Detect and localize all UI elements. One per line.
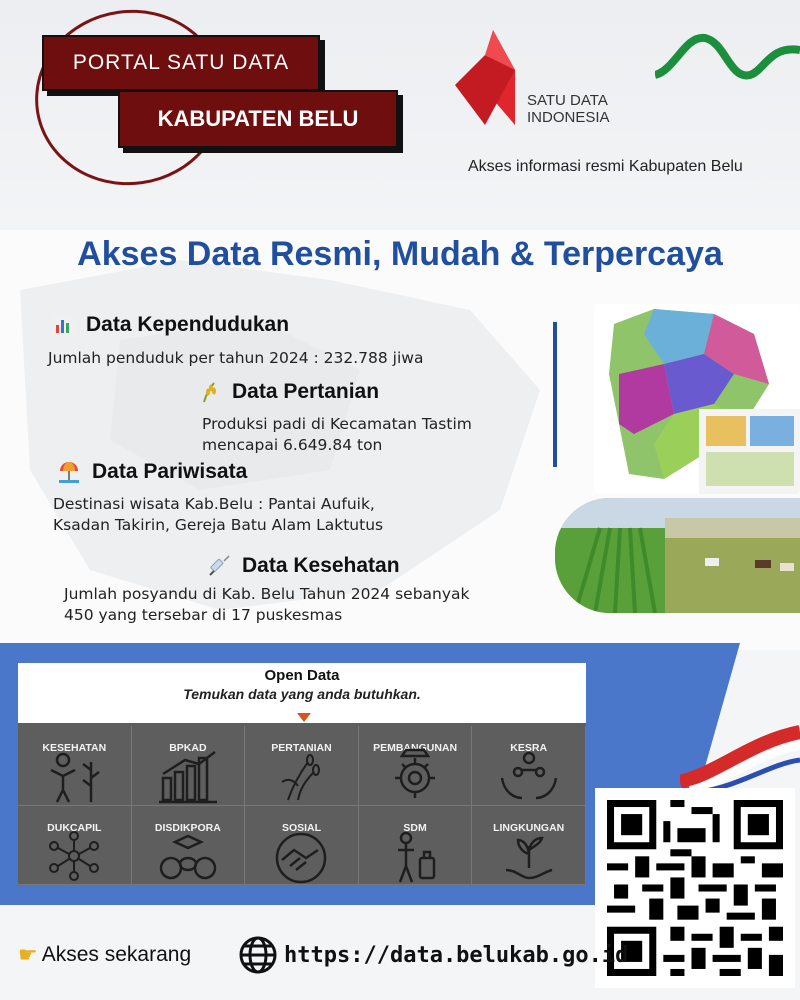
beach-umbrella-icon [58, 461, 80, 483]
map-illustration [594, 304, 800, 494]
section-pariwisata-text: Destinasi wisata Kab.Belu : Pantai Aufuik, Ksadan Takirin, Gereja Batu Alam Laktutus [53, 495, 384, 534]
landscape-illustration [555, 498, 800, 613]
construction-gear-icon [382, 748, 448, 804]
caret-down-icon [297, 713, 311, 722]
portal-title: PORTAL SATU DATA [72, 51, 290, 74]
divider-line [553, 322, 557, 467]
landscape-photo [555, 498, 800, 613]
ribbon-graphic [655, 30, 800, 90]
qr-code-image [607, 800, 783, 976]
section-pertanian-title: Data Pertanian [198, 380, 379, 404]
category-kesehatan[interactable]: KESEHATAN [18, 726, 132, 806]
finance-chart-icon [155, 748, 221, 804]
section-pariwisata-title: Data Pariwisata [58, 460, 247, 484]
category-bpkad[interactable]: BPKAD [132, 726, 246, 806]
worker-travel-icon [382, 828, 448, 884]
syringe-icon [208, 555, 230, 577]
satu-data-indonesia-logo [455, 30, 525, 125]
open-data-title: Open Data [264, 667, 340, 684]
plant-hand-icon [496, 828, 562, 884]
portal-title-box [42, 35, 320, 91]
handshake-icon [268, 828, 334, 884]
category-lingkungan[interactable]: LINGKUNGAN [472, 806, 586, 886]
satu-data-indonesia-wordmark: SATU DATA INDONESIA [527, 92, 610, 126]
section-kependudukan-title: Data Kependudukan [52, 313, 289, 337]
rice-plant-icon [268, 748, 334, 804]
belu-map-image [594, 304, 800, 494]
category-sosial[interactable]: SOSIAL [245, 806, 359, 886]
region-title: KABUPATEN BELU [157, 106, 359, 131]
pointing-hand-icon: ☛ [18, 942, 38, 967]
people-network-icon [41, 828, 107, 884]
section-pertanian-text: Produksi padi di Kecamatan Tastim mencapai 6.649.84 ton [202, 415, 472, 454]
section-kependudukan-text: Jumlah penduduk per tahun 2024 : 232.788 jiwa [48, 349, 424, 367]
region-title-box [118, 90, 398, 148]
people-tree-icon [41, 748, 107, 804]
category-disdikpora[interactable]: DISDIKPORA [132, 806, 246, 886]
access-now-cta [18, 942, 191, 968]
portal-link[interactable] [238, 935, 628, 975]
flag-swoosh-graphic [680, 712, 800, 792]
category-pembangunan[interactable]: PEMBANGUNAN [359, 726, 473, 806]
category-pertanian[interactable]: PERTANIAN [245, 726, 359, 806]
category-kesra[interactable]: KESRA [472, 726, 586, 806]
rice-stalk-icon [198, 381, 220, 403]
open-data-category-grid [18, 726, 586, 885]
headline: Akses Data Resmi, Mudah & Terpercaya [77, 235, 723, 273]
globe-icon [238, 935, 278, 975]
family-hands-icon [496, 748, 562, 804]
section-kesehatan-text: Jumlah posyandu di Kab. Belu Tahun 2024 sebanyak 450 yang tersebar di 17 puskesmas [64, 585, 470, 624]
category-sdm[interactable]: SDM [359, 806, 473, 886]
access-now-label: Akses sekarang [41, 943, 192, 966]
bar-chart-icon [52, 314, 74, 336]
education-sport-icon [155, 828, 221, 884]
portal-url[interactable]: https://data.belukab.go.id [284, 942, 629, 968]
open-data-subtitle: Temukan data yang anda butuhkan. [183, 686, 421, 702]
category-dukcapil[interactable]: DUKCAPIL [18, 806, 132, 886]
section-kesehatan-title: Data Kesehatan [208, 554, 400, 578]
header-caption: Akses informasi resmi Kabupaten Belu [468, 158, 743, 175]
